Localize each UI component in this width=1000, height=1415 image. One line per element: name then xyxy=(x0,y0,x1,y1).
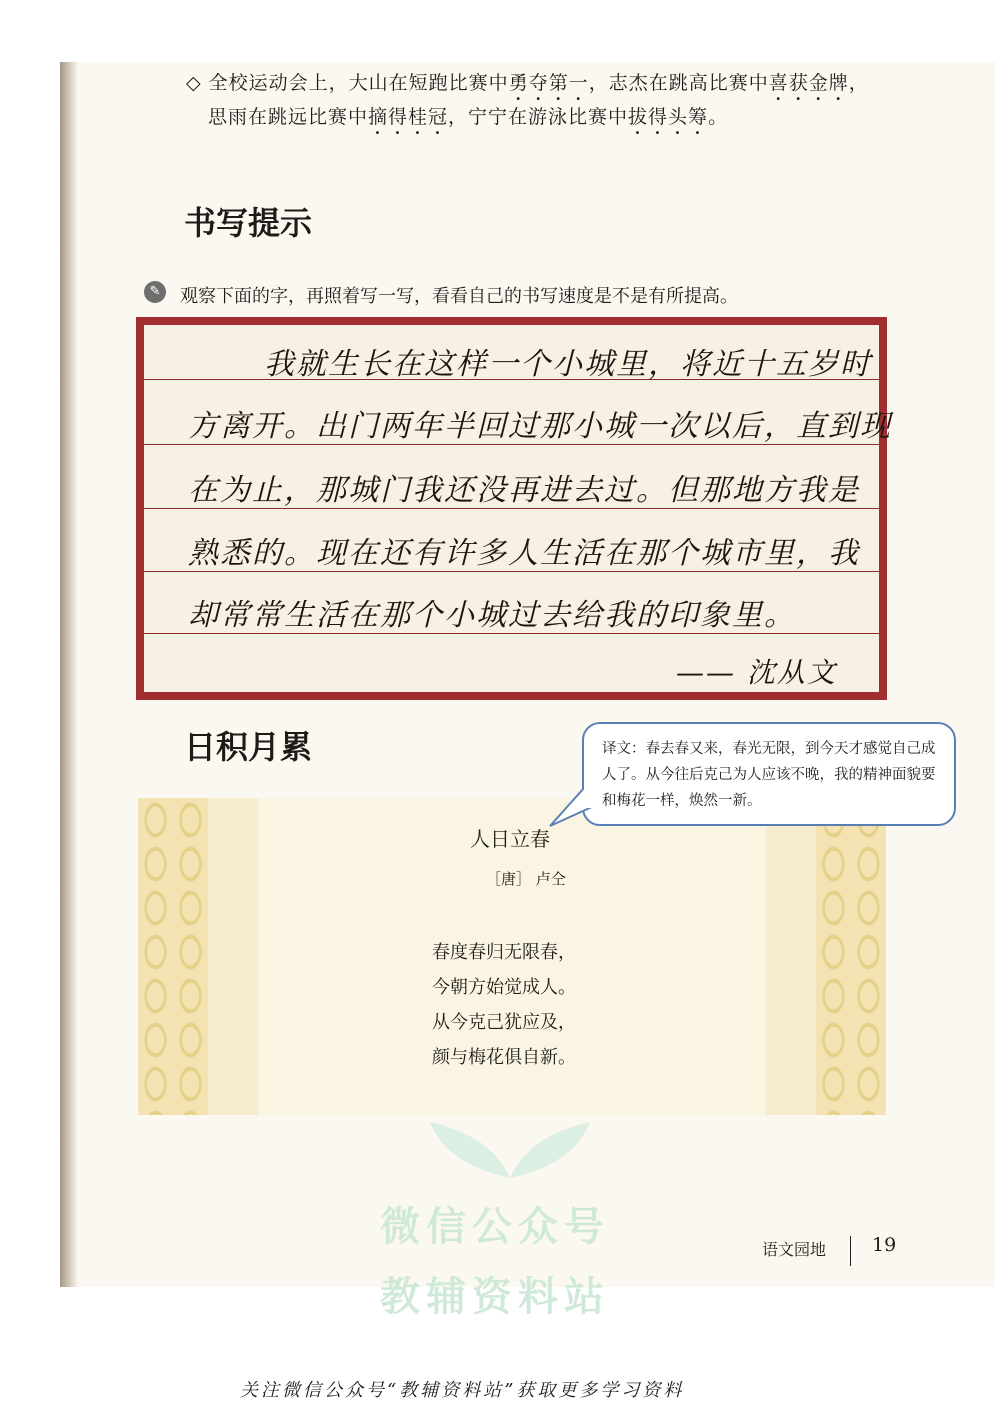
page-number: 19 xyxy=(872,1234,897,1256)
emphasized-phrase: 摘得桂冠 xyxy=(368,106,449,128)
poem-line-1: 春度春归无限春， xyxy=(432,942,576,963)
emphasized-phrase: 勇夺第一 xyxy=(508,72,589,94)
poem-line-3: 从今克己犹应及， xyxy=(432,1012,576,1033)
watermark-line-1: 微信公众号 xyxy=(380,1204,610,1250)
exercise-line-1 xyxy=(186,68,869,105)
writing-tips-heading: 书写提示 xyxy=(184,204,313,242)
handwriting-copy-box xyxy=(136,317,892,700)
exercise-line-2 xyxy=(208,102,728,139)
ruled-paper xyxy=(144,325,892,692)
poem-line-2: 今朝方始觉成人。 xyxy=(432,977,576,998)
bottom-note: 关注微信公众号“教辅资料站”获取更多学习资料 xyxy=(240,1380,685,1401)
poem-line-4: 颜与梅花俱自新。 xyxy=(432,1047,576,1068)
exercise-icon: ✎ xyxy=(144,281,166,303)
poem-author: ［唐］ 卢仝 xyxy=(486,870,566,888)
exercise-line-2-text xyxy=(208,106,728,128)
emphasized-phrase: 拔得头筹 xyxy=(628,106,709,128)
callout-pointer xyxy=(548,786,598,828)
decorative-border-right xyxy=(816,798,886,1115)
decorative-border-left xyxy=(138,798,208,1115)
poem-title: 人日立春 xyxy=(470,827,550,851)
bullet-diamond: ◇ xyxy=(186,72,202,94)
sentence-segment: 思雨在跳远比赛中 xyxy=(208,106,369,128)
sentence-segment: ，志杰在跳高比赛中 xyxy=(588,72,769,94)
translation-text: 译文：春去春又来，春光无限，到今天才感觉自己成人了。从今往后克己为人应该不晚，我的精神面貌要和梅花一样，焕然一新。 xyxy=(602,741,936,809)
sentence-segment: 全校运动会上，大山在短跑比赛中 xyxy=(208,72,509,94)
handwriting-line-5: 却常常生活在那个小城过去给我的印象里。 xyxy=(188,598,796,633)
sentence-segment: ，宁宁在游泳比赛中 xyxy=(448,106,629,128)
sentence-segment: ， xyxy=(848,72,869,94)
exercise-line-1-text xyxy=(209,72,869,94)
footer-section-label: 语文园地 xyxy=(762,1240,827,1259)
handwriting-line-2: 方离开。出门两年半回过那小城一次以后，直到现 xyxy=(188,409,892,444)
translation-callout xyxy=(582,722,956,826)
page-spine-shadow xyxy=(60,62,78,1287)
watermark-leaf-icon xyxy=(410,1120,610,1180)
handwriting-line-4: 熟悉的。现在还有许多人生活在那个城市里，我 xyxy=(188,536,860,571)
handwriting-signature: —— 沈从文 xyxy=(676,656,837,689)
accumulation-heading: 日积月累 xyxy=(184,728,313,766)
emphasized-phrase: 喜获金牌 xyxy=(768,72,849,94)
handwriting-line-3: 在为止，那城门我还没再进去过。但那地方我是 xyxy=(188,473,860,508)
handwriting-line-1: 我就生长在这样一个小城里，将近十五岁时 xyxy=(264,347,872,382)
writing-instruction: 观察下面的字，再照着写一写，看看自己的书写速度是不是有所提高。 xyxy=(180,286,738,307)
watermark-line-2: 教辅资料站 xyxy=(380,1274,610,1320)
sentence-segment: 。 xyxy=(708,106,729,128)
footer-divider xyxy=(850,1236,851,1266)
